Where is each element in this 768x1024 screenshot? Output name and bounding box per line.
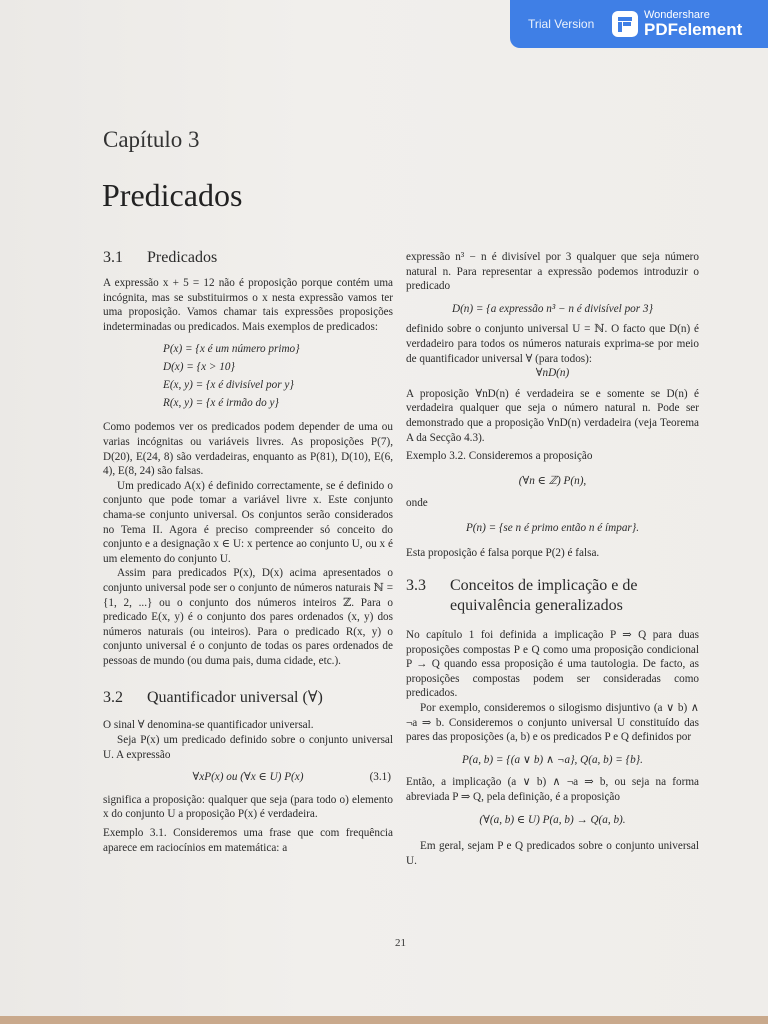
right-column <box>406 250 699 868</box>
paragraph: Assim para predicados P(x), D(x) acima apresentados o conjunto universal pode ser o conjunto de números naturais ℕ = {1, 2, ...} ou o conjunto dos números inteiros ℤ. Para o predicado E(x, y) é o conjunto dos pares ordenados (x, y) dos números naturais (ou inteiros). Para o predicado R(x, y) o conjunto universal é o conjunto de todas os pares ordenados de pessoas de mundo (ou duma pais, duma cidade, etc.). <box>103 567 393 667</box>
section-number: 3.1 <box>103 249 123 266</box>
equation-tag: (3.1) <box>369 771 391 784</box>
equation: P(n) = {se n é primo então n é ímpar}. <box>465 521 640 534</box>
section-title: Conceitos de implicação e de <box>450 577 638 595</box>
definition-3: E(x, y) = {x é divisível por y} <box>163 379 294 392</box>
paragraph: Esta proposição é falsa porque P(2) é falsa. <box>406 546 600 559</box>
section-title: Quantificador universal (∀) <box>147 689 323 707</box>
section-title-line-2: equivalência generalizados <box>450 597 623 615</box>
paragraph: definido sobre o conjunto universal U = ℕ. O facto que D(n) é verdadeiro para todos os números naturais exprima-se por meio de quantificador universal ∀ (para todos): <box>406 323 699 365</box>
paragraph: Como podemos ver os predicados podem depender de uma ou varias incógnitas ou variáveis livres. As proposições P(7), D(20), E(24, 8) são verdadeiras, enquanto as P(81), D(10), E(6, 4), E(8, 24) são falsas. <box>103 421 393 478</box>
section-title: Predicados <box>147 249 218 266</box>
chapter-heading: Capítulo 3 <box>103 127 200 152</box>
trial-version-label: Trial Version <box>528 17 595 31</box>
paragraph: Por exemplo, consideremos o silogismo disjuntivo (a ∨ b) ∧ ¬a ⇒ b. Consideremos o conjunto universal U constituído das pares das proposições (a, b) e os predicados P e Q definidos por <box>406 702 699 744</box>
section-3-1-heading <box>103 248 393 268</box>
example-3-2: Exemplo 3.2. Consideremos a proposição <box>406 450 593 463</box>
section-3-2-heading <box>103 688 393 708</box>
paragraph: expressão n³ − n é divisível por 3 qualquer que seja número natural n. Para representar a expressão podemos introduzir o predicado <box>406 251 699 293</box>
equation: (∀n ∈ ℤ) P(n), <box>518 474 587 487</box>
equation-3-1 <box>103 770 393 785</box>
equation-text: ∀xP(x) ou (∀x ∈ U) P(x) <box>192 771 304 784</box>
paragraph: No capítulo 1 foi definida a implicação P ⇒ Q para duas proposições compostas P e Q como uma proposição condicional P → Q quando essa proposição é uma tautologia. De facto, as proposições compostas podem ser consideradas como predicados. <box>406 629 699 700</box>
table-edge <box>0 1016 768 1024</box>
pdfelement-logo-icon <box>612 11 638 37</box>
definition-2: D(x) = {x > 10} <box>163 361 235 374</box>
equation: D(n) = {a expressão n³ − n é divisível por 3} <box>452 302 653 315</box>
equation: P(a, b) = {(a ∨ b) ∧ ¬a}, Q(a, b) = {b}. <box>462 753 643 766</box>
product-label: PDFelement <box>644 20 743 39</box>
chapter-title: Predicados <box>102 177 243 213</box>
paragraph: A proposição ∀nD(n) é verdadeira se e somente se D(n) é verdadeira qualquer que seja o número natural n. Pode ser demonstrado que a proposição ∀nD(n) verdadeira (veja Teorema A da Secção 4.3). <box>406 387 699 444</box>
paragraph: Em geral, sejam P e Q predicados sobre o conjunto universal U. <box>406 840 699 867</box>
equation: (∀(a, b) ∈ U) P(a, b) → Q(a, b). <box>479 813 626 826</box>
paragraph: onde <box>406 497 428 510</box>
paragraph: significa a proposição: qualquer que seja (para todo o) elemento x do conjunto U a proposição P(x) é verdadeira. <box>103 793 393 821</box>
definition-1: P(x) = {x é um número primo} <box>163 343 300 356</box>
example-3-1: Exemplo 3.1. Consideremos uma frase que com frequência aparece em raciocínios em matemática: a <box>103 827 393 854</box>
section-number: 3.3 <box>406 577 426 595</box>
brand-label: Wondershare <box>644 9 710 21</box>
trial-banner[interactable] <box>510 0 768 48</box>
section-number: 3.2 <box>103 689 123 707</box>
paragraph: A expressão x + 5 = 12 não é proposição porque contém uma incógnita, mas se substituirmos o x nesta expressão vamos ter uma proposição. Vamos chamar tais expressões proposições indeterminadas ou predicados. Mais exemplos de predicados: <box>103 277 393 333</box>
equation: ∀nD(n) <box>535 367 570 380</box>
section-3-3-heading <box>406 576 699 616</box>
definition-4: R(x, y) = {x é irmão do y} <box>163 397 279 410</box>
left-column <box>103 248 393 855</box>
page-number: 21 <box>395 937 406 949</box>
paragraph: Então, a implicação (a ∨ b) ∧ ¬a ⇒ b, ou seja na forma abreviada P ⇒ Q, pela definição, é a proposição <box>406 776 699 804</box>
paragraph: Seja P(x) um predicado definido sobre o conjunto universal U. A expressão <box>103 734 393 761</box>
paragraph: Um predicado A(x) é definido correctamente, se é definido o conjunto que pode tomar a variável livre x. Este conjunto chama-se conjunto universal. Os conjuntos serão considerados no Tema II. Agora é preciso compreender só conceito do conjunto e a designação x ∈ U: x pertence ao conjunto U, ou x é um elemento do conjunto U. <box>103 479 393 565</box>
paragraph: O sinal ∀ denomina-se quantificador universal. <box>103 719 314 732</box>
